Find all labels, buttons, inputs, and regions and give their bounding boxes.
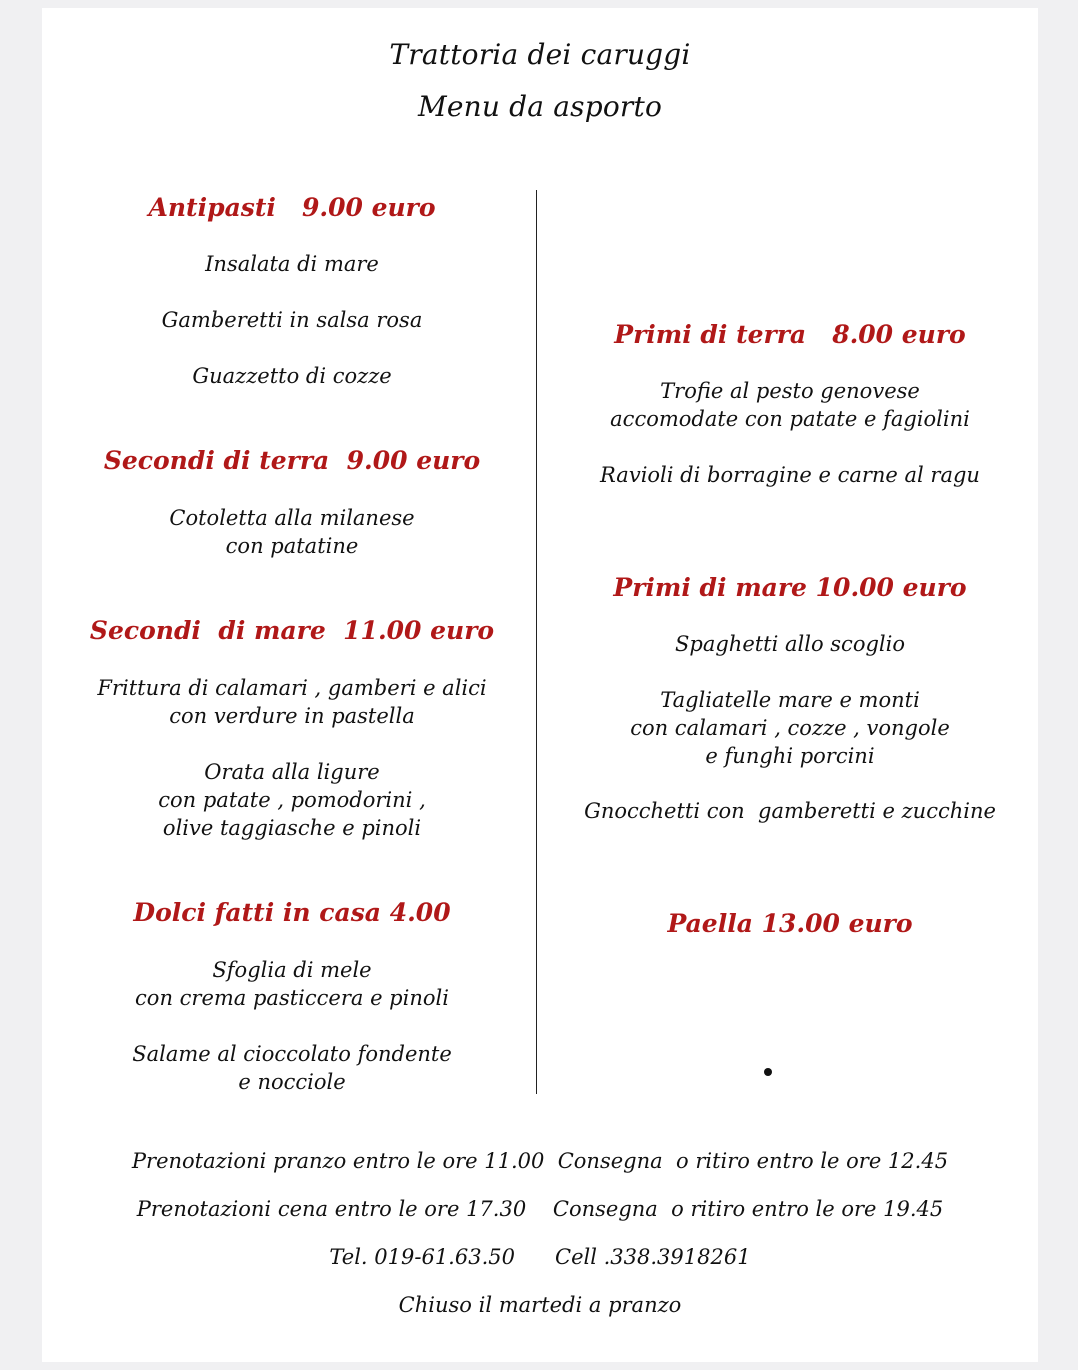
section-title-paella: Paella 13.00 euro: [667, 909, 913, 938]
section-title-secondi-terra: Secondi di terra 9.00 euro: [103, 446, 481, 475]
menu-item: Gamberetti in salsa rosa: [161, 308, 423, 332]
column-divider: [536, 190, 537, 1094]
dinner-hours: Prenotazioni cena entro le ore 17.30 Consegna o ritiro entro le ore 19.45: [136, 1197, 944, 1221]
restaurant-name: Trattoria dei caruggi: [389, 38, 691, 71]
contact-phones: Tel. 019-61.63.50 Cell .338.3918261: [329, 1245, 751, 1269]
menu-item: Spaghetti allo scoglio: [675, 632, 905, 656]
left-column: [62, 8, 522, 1108]
menu-item: Guazzetto di cozze: [192, 364, 392, 388]
section-title-primi-mare: Primi di mare 10.00 euro: [613, 573, 967, 602]
section-title-secondi-mare: Secondi di mare 11.00 euro: [89, 616, 495, 645]
menu-item: Trofie al pesto genovese accomodate con patate e fagiolini: [610, 379, 970, 431]
section-title-antipasti: Antipasti 9.00 euro: [148, 193, 436, 222]
right-column: [550, 8, 1030, 1108]
menu-item: Orata alla ligure con patate , pomodorini , olive taggiasche e pinoli: [158, 760, 426, 840]
dot-mark: [764, 1068, 772, 1076]
menu-item: Tagliatelle mare e monti con calamari , cozze , vongole e funghi porcini: [630, 688, 950, 768]
menu-item: Insalata di mare: [205, 252, 379, 276]
menu-item: Salame al cioccolato fondente e nocciole: [132, 1042, 452, 1094]
menu-page: [42, 8, 1038, 1362]
menu-item: Cotoletta alla milanese con patatine: [169, 506, 415, 558]
section-title-primi-terra: Primi di terra 8.00 euro: [614, 320, 966, 349]
menu-item: Sfoglia di mele con crema pasticcera e pinoli: [135, 958, 449, 1010]
menu-item: Frittura di calamari , gamberi e alici con verdure in pastella: [97, 676, 487, 728]
menu-subtitle: Menu da asporto: [417, 90, 663, 123]
menu-item: Ravioli di borragine e carne al ragu: [600, 463, 980, 487]
section-title-dolci: Dolci fatti in casa 4.00: [133, 898, 451, 927]
lunch-hours: Prenotazioni pranzo entro le ore 11.00 Consegna o ritiro entro le ore 12.45: [131, 1149, 949, 1173]
menu-item: Gnocchetti con gamberetti e zucchine: [584, 799, 996, 823]
closing-day: Chiuso il martedi a pranzo: [398, 1293, 682, 1317]
